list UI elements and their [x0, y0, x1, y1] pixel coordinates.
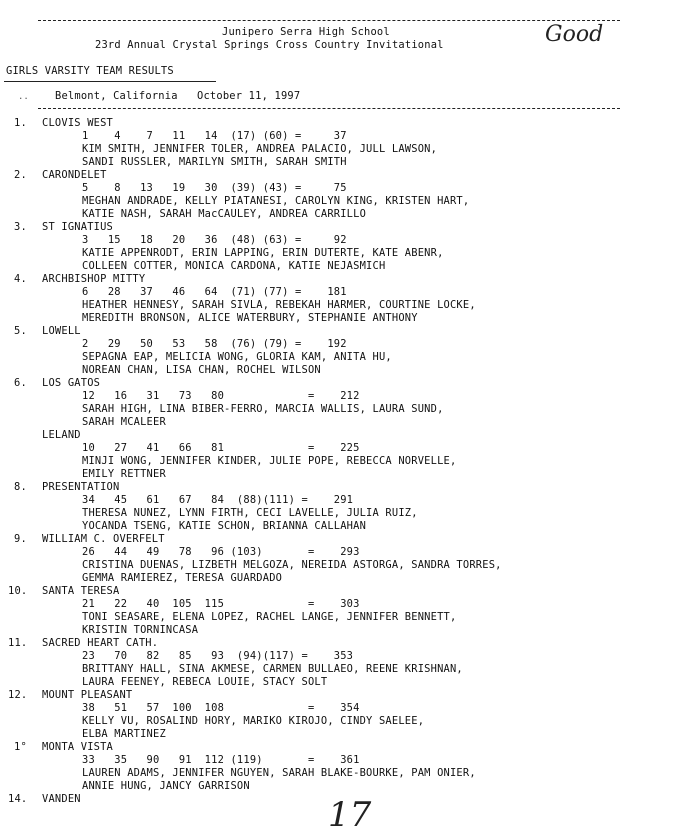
top-rule — [38, 20, 620, 21]
team-runners-line: GEMMA RAMIEREZ, TERESA GUARDADO — [82, 572, 283, 584]
team-name: ARCHBISHOP MITTY — [42, 273, 146, 285]
team-name: LOWELL — [42, 325, 81, 337]
team-name: VANDEN — [42, 793, 81, 805]
team-scores: 6 28 37 46 64 (71) (77) = 181 — [82, 286, 347, 298]
header-rule — [38, 108, 620, 109]
section-title: GIRLS VARSITY TEAM RESULTS — [6, 65, 174, 77]
team-place: 10. — [8, 585, 28, 597]
team-runners-line: MEGHAN ANDRADE, KELLY PIATANESI, CAROLYN KING, KRISTEN HART, — [82, 195, 470, 207]
team-name: SANTA TERESA — [42, 585, 120, 597]
team-runners-line: SANDI RUSSLER, MARILYN SMITH, SARAH SMITH — [82, 156, 347, 168]
team-runners-line: KRISTIN TORNINCASA — [82, 624, 199, 636]
team-name: MOUNT PLEASANT — [42, 689, 133, 701]
team-runners-line: THERESA NUNEZ, LYNN FIRTH, CECI LAVELLE, JULIA RUIZ, — [82, 507, 418, 519]
section-underline — [4, 81, 216, 82]
team-runners-line: LAUREN ADAMS, JENNIFER NGUYEN, SARAH BLAKE-BOURKE, PAM ONIER, — [82, 767, 476, 779]
meet-title: 23rd Annual Crystal Springs Cross Country Invitational — [95, 39, 444, 51]
team-runners-line: MEREDITH BRONSON, ALICE WATERBURY, STEPHANIE ANTHONY — [82, 312, 418, 324]
team-runners-line: CRISTINA DUENAS, LIZBETH MELGOZA, NEREIDA ASTORGA, SANDRA TORRES, — [82, 559, 502, 571]
team-scores: 34 45 61 67 84 (88)(111) = 291 — [82, 494, 354, 506]
team-place: 5. — [14, 325, 27, 337]
team-runners-line: NOREAN CHAN, LISA CHAN, ROCHEL WILSON — [82, 364, 321, 376]
team-scores: 23 70 82 85 93 (94)(117) = 353 — [82, 650, 354, 662]
team-name: LOS GATOS — [42, 377, 101, 389]
team-scores: 33 35 90 91 112 (119) = 361 — [82, 754, 360, 766]
location-date: Belmont, California October 11, 1997 — [55, 90, 301, 102]
team-scores: 12 16 31 73 80 = 212 — [82, 390, 360, 402]
page-number: 17 — [328, 795, 372, 835]
team-place: 6. — [14, 377, 27, 389]
team-name: MONTA VISTA — [42, 741, 114, 753]
team-place: 3. — [14, 221, 27, 233]
team-runners-line: COLLEEN COTTER, MONICA CARDONA, KATIE NEJASMICH — [82, 260, 386, 272]
team-runners-line: KIM SMITH, JENNIFER TOLER, ANDREA PALACIO, JULL LAWSON, — [82, 143, 438, 155]
team-name: SACRED HEART CATH. — [42, 637, 159, 649]
team-runners-line: YOCANDA TSENG, KATIE SCHON, BRIANNA CALLAHAN — [82, 520, 367, 532]
team-scores: 1 4 7 11 14 (17) (60) = 37 — [82, 130, 347, 142]
team-runners-line: HEATHER HENNESY, SARAH SIVLA, REBEKAH HARMER, COURTINE LOCKE, — [82, 299, 476, 311]
team-place: 11. — [8, 637, 28, 649]
team-name: LELAND — [42, 429, 81, 441]
team-runners-line: EMILY RETTNER — [82, 468, 166, 480]
team-place: 9. — [14, 533, 27, 545]
team-runners-line: ELBA MARTINEZ — [82, 728, 166, 740]
team-runners-line: KATIE NASH, SARAH MacCAULEY, ANDREA CARRILLO — [82, 208, 367, 220]
team-name: ST IGNATIUS — [42, 221, 114, 233]
margin-mark: .. — [18, 92, 29, 102]
team-name: CARONDELET — [42, 169, 107, 181]
team-runners-line: SARAH HIGH, LINA BIBER-FERRO, MARCIA WALLIS, LAURA SUND, — [82, 403, 444, 415]
signature: Good — [545, 22, 604, 47]
team-runners-line: SARAH MCALEER — [82, 416, 166, 428]
team-runners-line: SEPAGNA EAP, MELICIA WONG, GLORIA KAM, ANITA HU, — [82, 351, 392, 363]
team-runners-line: LAURA FEENEY, REBECA LOUIE, STACY SOLT — [82, 676, 328, 688]
team-name: PRESENTATION — [42, 481, 120, 493]
team-scores: 2 29 50 53 58 (76) (79) = 192 — [82, 338, 347, 350]
team-place: 12. — [8, 689, 28, 701]
team-scores: 10 27 41 66 81 = 225 — [82, 442, 360, 454]
team-scores: 3 15 18 20 36 (48) (63) = 92 — [82, 234, 347, 246]
team-runners-line: ANNIE HUNG, JANCY GARRISON — [82, 780, 250, 792]
school-name: Junipero Serra High School — [222, 26, 390, 38]
team-runners-line: BRITTANY HALL, SINA AKMESE, CARMEN BULLAEO, REENE KRISHNAN, — [82, 663, 463, 675]
team-scores: 5 8 13 19 30 (39) (43) = 75 — [82, 182, 347, 194]
team-runners-line: KELLY VU, ROSALIND HORY, MARIKO KIROJO, CINDY SAELEE, — [82, 715, 425, 727]
team-place: 8. — [14, 481, 27, 493]
team-place: 2. — [14, 169, 27, 181]
team-place: 4. — [14, 273, 27, 285]
team-runners-line: KATIE APPENRODT, ERIN LAPPING, ERIN DUTERTE, KATE ABENR, — [82, 247, 444, 259]
team-place: 1° — [14, 741, 27, 753]
team-scores: 26 44 49 78 96 (103) = 293 — [82, 546, 360, 558]
team-runners-line: MINJI WONG, JENNIFER KINDER, JULIE POPE, REBECCA NORVELLE, — [82, 455, 457, 467]
team-name: WILLIAM C. OVERFELT — [42, 533, 165, 545]
team-place: 14. — [8, 793, 28, 805]
team-scores: 38 51 57 100 108 = 354 — [82, 702, 360, 714]
team-runners-line: TONI SEASARE, ELENA LOPEZ, RACHEL LANGE, JENNIFER BENNETT, — [82, 611, 457, 623]
team-name: CLOVIS WEST — [42, 117, 114, 129]
team-scores: 21 22 40 105 115 = 303 — [82, 598, 360, 610]
team-place: 1. — [14, 117, 27, 129]
